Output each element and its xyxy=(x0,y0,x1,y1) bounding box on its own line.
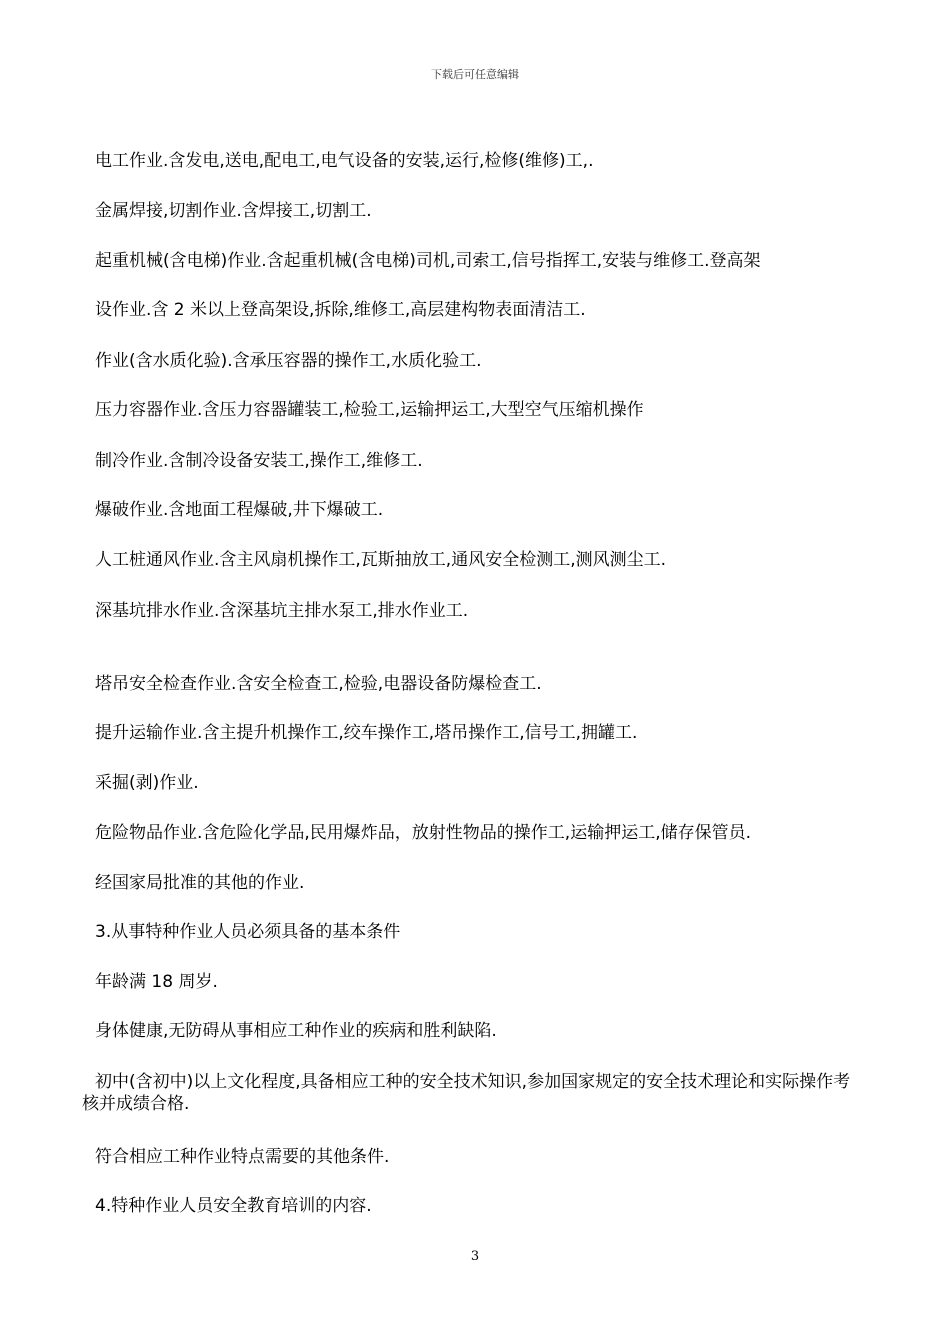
section-heading-requirements: 3.从事特种作业人员必须具备的基本条件 xyxy=(95,922,401,942)
paragraph-hazardous-materials: 危险物品作业.含危险化学品,民用爆炸品，放射性物品的操作工,运输押运工,储存保管员. xyxy=(95,823,752,843)
paragraph-lifting-continued: 设作业.含 2 米以上登高架设,拆除,维修工,高层建构物表面清洁工. xyxy=(95,300,586,320)
section-heading-training: 4.特种作业人员安全教育培训的内容. xyxy=(95,1196,372,1216)
paragraph-education: 初中(含初中)以上文化程度,具备相应工种的安全技术知识,参加国家规定的安全技术理论和实际操作考核并成绩合格. xyxy=(82,1072,851,1114)
paragraph-other-conditions: 符合相应工种作业特点需要的其他条件. xyxy=(95,1147,390,1167)
paragraph-drainage: 深基坑排水作业.含深基坑主排水泵工,排水作业工. xyxy=(95,601,469,621)
paragraph-hoisting: 提升运输作业.含主提升机操作工,绞车操作工,塔吊操作工,信号工,拥罐工. xyxy=(95,723,638,743)
paragraph-excavation: 采掘(剥)作业. xyxy=(95,773,199,793)
paragraph-ventilation: 人工桩通风作业.含主风扇机操作工,瓦斯抽放工,通风安全检测工,测风测尘工. xyxy=(95,550,667,570)
paragraph-pressure-vessel: 压力容器作业.含压力容器罐装工,检验工,运输押运工,大型空气压缩机操作 xyxy=(95,400,644,420)
paragraph-health: 身体健康,无防碍从事相应工种作业的疾病和胜利缺陷. xyxy=(95,1021,497,1041)
page-number: 3 xyxy=(470,1249,480,1264)
paragraph-tower-crane: 塔吊安全检查作业.含安全检查工,检验,电器设备防爆检查工. xyxy=(95,674,542,694)
paragraph-welding: 金属焊接,切割作业.含焊接工,切割工. xyxy=(95,201,372,221)
paragraph-blasting: 爆破作业.含地面工程爆破,井下爆破工. xyxy=(95,500,384,520)
paragraph-age: 年龄满 18 周岁. xyxy=(95,972,218,992)
paragraph-lifting: 起重机械(含电梯)作业.含起重机械(含电梯)司机,司索工,信号指挥工,安装与维修工.登高架 xyxy=(95,251,761,271)
paragraph-other-approved: 经国家局批准的其他的作业. xyxy=(95,873,305,893)
paragraph-refrigeration: 制冷作业.含制冷设备安装工,操作工,维修工. xyxy=(95,451,423,471)
page-header: 下载后可任意编辑 xyxy=(431,68,519,81)
paragraph-water-quality: 作业(含水质化验).含承压容器的操作工,水质化验工. xyxy=(95,351,482,371)
paragraph-electrician: 电工作业.含发电,送电,配电工,电气设备的安装,运行,检修(维修)工,. xyxy=(95,151,594,171)
